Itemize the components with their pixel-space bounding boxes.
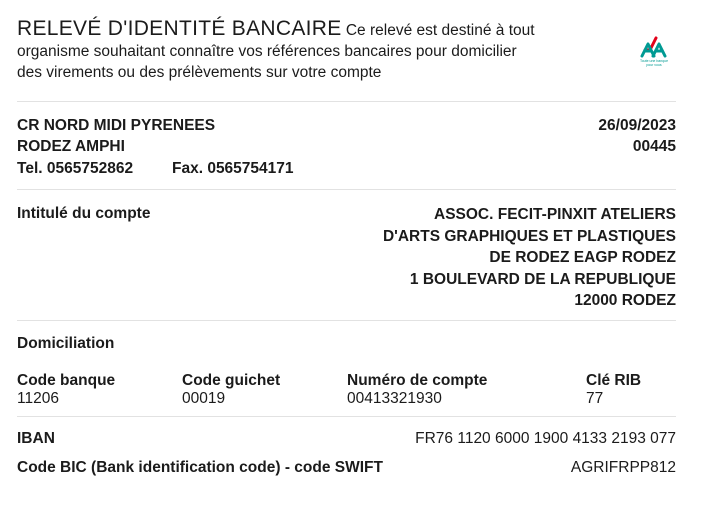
account-number-value: 00413321930 bbox=[347, 390, 442, 407]
account-holder-line: DE RODEZ EAGP RODEZ bbox=[489, 249, 676, 266]
branch-code-column bbox=[182, 372, 280, 408]
document-title: RELEVÉ D'IDENTITÉ BANCAIRE bbox=[17, 17, 342, 40]
agency-phone: Tel. 0565752862 bbox=[17, 160, 134, 177]
agency-code: 00445 bbox=[632, 138, 676, 155]
document-header bbox=[17, 18, 617, 83]
branch-code-header: Code guichet bbox=[182, 372, 281, 389]
branch-code-value: 00019 bbox=[182, 390, 226, 407]
divider bbox=[17, 320, 676, 321]
account-number-column bbox=[347, 372, 487, 408]
account-holder-label: Intitulé du compte bbox=[17, 205, 151, 222]
account-holder-line: 1 BOULEVARD DE LA REPUBLIQUE bbox=[409, 270, 676, 288]
agency-name: CR NORD MIDI PYRENEES bbox=[17, 117, 216, 134]
bic-value: AGRIFRPP812 bbox=[570, 459, 676, 476]
rib-key-value: 77 bbox=[586, 390, 604, 407]
bank-code-column bbox=[17, 372, 115, 408]
agency-fax: Fax. 0565754171 bbox=[172, 160, 294, 177]
account-holder-line: ASSOC. FECIT-PINXIT ATELIERS bbox=[434, 206, 676, 223]
document-date: 26/09/2023 bbox=[598, 117, 676, 134]
account-number-header: Numéro de compte bbox=[347, 372, 488, 389]
credit-agricole-logo-icon bbox=[636, 36, 672, 68]
agency-branch: RODEZ AMPHI bbox=[17, 138, 125, 155]
rib-key-column bbox=[586, 372, 641, 408]
divider bbox=[17, 101, 676, 102]
header-description-2: organisme souhaitant connaître vos références bancaires pour domicilier bbox=[17, 43, 517, 60]
bank-code-header: Code banque bbox=[17, 372, 116, 389]
logo-tagline-1: Toute une banque bbox=[639, 59, 669, 63]
iban-label: IBAN bbox=[17, 430, 55, 447]
account-holder-line: D'ARTS GRAPHIQUES ET PLASTIQUES bbox=[382, 227, 676, 245]
divider bbox=[17, 416, 676, 417]
iban-value: FR76 1120 6000 1900 4133 2193 077 bbox=[415, 430, 676, 447]
header-description-1: Ce relevé est destiné à tout bbox=[345, 22, 535, 39]
account-holder-line: 12000 RODEZ bbox=[574, 292, 676, 309]
header-description-3: des virements ou des prélèvements sur votre compte bbox=[17, 64, 382, 81]
rib-key-header: Clé RIB bbox=[586, 372, 642, 389]
logo-tagline-2: pour vous bbox=[646, 63, 662, 67]
divider bbox=[17, 189, 676, 190]
domiciliation-label: Domiciliation bbox=[17, 335, 115, 352]
account-holder-address bbox=[383, 204, 676, 312]
bank-code-value: 11206 bbox=[17, 390, 59, 407]
bic-label: Code BIC (Bank identification code) - code SWIFT bbox=[17, 459, 383, 476]
